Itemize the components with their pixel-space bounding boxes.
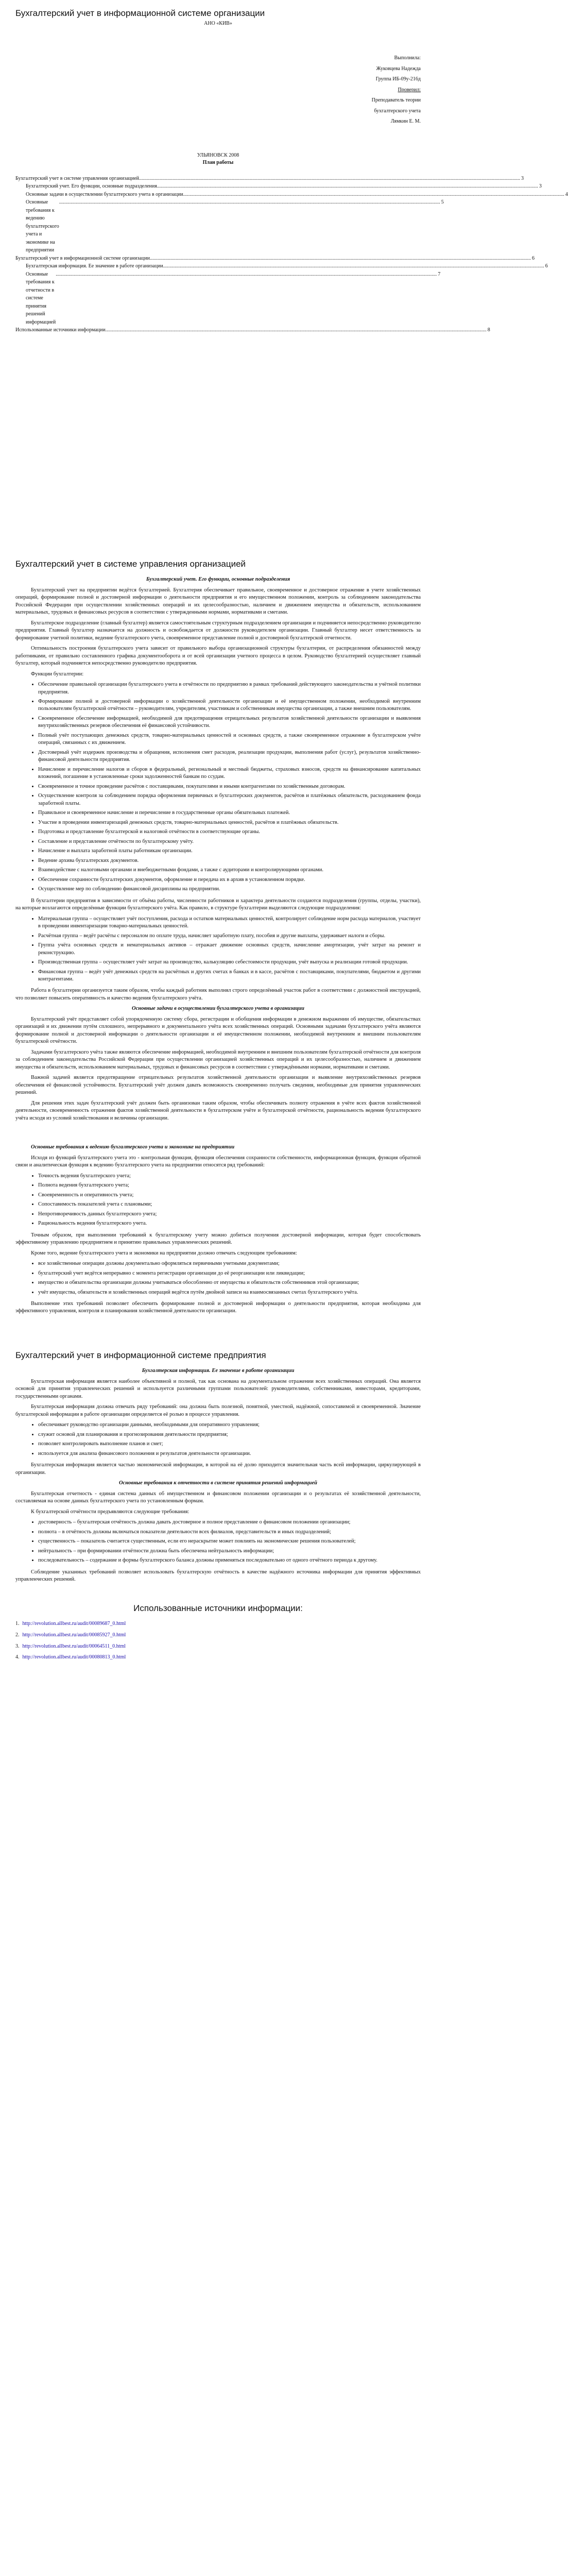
toc-entry-text: Основные требования к отчетности в системе принятия решений информацией [26, 271, 56, 325]
list-item: • Группа учёта основных средств и нематериальных активов – отражает движение основных средств, начисление амортизации, учёт затрат на ремонт и реконструкцию. [38, 942, 421, 957]
paragraph: Бухгалтерская информация должна отвечать ряду требований: она должна быть полезной, понятной, уместной, надёжной, сопоставимой и своевременной. Значение бухгалтерской информации в работе организации определяется её ролью в процессе управления. [15, 1404, 421, 1417]
source-link[interactable]: http://revolution.allbest.ru/audit/00064511_0.html [22, 1643, 126, 1649]
toc-entry-page: 7 [438, 271, 441, 277]
source-link[interactable]: http://revolution.allbest.ru/audit/00085927_0.html [22, 1632, 126, 1638]
toc-entry-text: Использованные источники информации [15, 327, 106, 333]
subsection-title: Основные требования к отчетности в системе принятия решений информацией [118, 1480, 318, 1486]
toc-entry-page: 8 [487, 327, 490, 333]
bullet-list [15, 1519, 421, 1564]
toc-entry-text: Основные задачи в осуществлении бухгалтерского учета в организации [26, 191, 183, 197]
list-item: • Ведение архива бухгалтерских документов. [38, 857, 421, 865]
subsection-title: Бухгалтерский учет. Его функции, основные подразделения [146, 577, 290, 583]
toc-entry[interactable] [15, 175, 524, 183]
list-item: • последовательность – содержание и формы бухгалтерского баланса должны применяться последовательно от одного отчётного периода к другому. [38, 1557, 421, 1564]
list-item: • позволяет контролировать выполнение планов и смет; [38, 1440, 421, 1448]
list-item: • Подготовка и представление бухгалтерской и налоговой отчётности в соответствующие органы. [38, 828, 421, 836]
table-of-contents [15, 175, 568, 334]
list-item: • Взаимодействие с налоговыми органами и внебюджетными фондами, а также с аудиторами и контролирующими органами. [38, 867, 421, 874]
list-item: • Производственная группа – осуществляет учёт затрат на производство, калькуляцию себестоимости продукции, учёт выпуска и реализации готовой продукции. [38, 959, 421, 966]
list-item: • используется для анализа финансового положения и результатов деятельности организации. [38, 1450, 421, 1458]
paragraph: В бухгалтерии предприятия в зависимости от объёма работы, численности работников и характера деятельности создаются подразделения (группы, отделы, участки), на которые возлагаются определённые функции бухгалтерского учёта. Как правило, в структуре бухгалтерии выделяются следующие подразделения: [15, 897, 421, 911]
list-item: • Непротиворечивость данных бухгалтерского учета; [38, 1211, 421, 1218]
title-block-line: Проверил: [398, 87, 421, 93]
list-item: • Финансовая группа – ведёт учёт денежных средств на расчётных и других счетах в банках и в кассе, расчётов с поставщиками, покупателями, бюджетом и другими контрагентами. [38, 969, 421, 984]
paragraph: Бухгалтерская информация является наиболее объективной и полной, так как основана на документальном отражении всех хозяйственных операций. Она является основой для принятия управленческих решений и используется различными группами пользователей: руководителями, собственниками, инвесторами, кредиторами, государственными органами. [15, 1378, 421, 1399]
paragraph: Бухгалтерское подразделение (главный бухгалтер) является самостоятельным структурным подразделением организации и подчиняется непосредственно руководителю предприятия. Главный бухгалтер назначается на должность и освобождается от должности руководителем организации. Главный бухгалтер несет ответственность за формирование учетной политики, ведение бухгалтерского учета, своевременное представление полной и достоверной бухгалтерской отчетности. [15, 620, 421, 641]
paragraph: Исходя из функций бухгалтерского учета это - контрольная функция, функция обеспечения сохранности собственности, информационная функция, функция обратной связи и аналитическая функция к ведению бухгалтерского учета на предприятии относятся ряд требований: [15, 1155, 421, 1168]
source-item: 2. http://revolution.allbest.ru/audit/00085927_0.html [15, 1632, 126, 1638]
list-item: • Осуществление мер по соблюдению финансовой дисциплины на предприятии. [38, 886, 421, 893]
section-title: Бухгалтерский учет в системе управления организацией [15, 558, 246, 569]
list-item: • все хозяйственные операции должны документально оформляться первичными учетными документами; [38, 1260, 421, 1267]
list-item: • Точность ведения бухгалтерского учета; [38, 1173, 421, 1180]
plan-heading: План работы [202, 159, 234, 165]
list-item: • Составление и представление отчётности по бухгалтерскому учёту. [38, 838, 421, 845]
toc-entry-page: 3 [539, 183, 542, 190]
list-item: • достоверность – бухгалтерская отчётность должна давать достоверное и полное представление о финансовом положении организации; [38, 1519, 421, 1526]
title-block-line: Жуковцева Надежда [376, 65, 421, 72]
toc-entry-page: 4 [565, 191, 568, 197]
toc-entry[interactable] [15, 270, 441, 327]
source-link[interactable]: http://revolution.allbest.ru/audit/00080813_0.html [22, 1654, 126, 1660]
toc-entry-text: Бухгалтерский учет в системе управления организацией [15, 175, 140, 181]
toc-entry-text: Бухгалтерский учет в информационной системе организации [15, 255, 150, 261]
bullet-list [15, 916, 421, 984]
list-item: • Рациональность ведения бухгалтерского учета. [38, 1220, 421, 1227]
paragraph: Кроме того, ведение бухгалтерского учета и экономики на предприятии должно отвечать следующим требованиям: [31, 1250, 297, 1256]
list-item: • Правильное и своевременное начисление и перечисление в государственные органы обязательных платежей. [38, 809, 421, 817]
title-block [15, 53, 421, 127]
list-item: • Обеспечение правильной организации бухгалтерского учета в отчётности по предприятию в рамках требований действующего законодательства и учётной политики предприятия. [38, 681, 421, 696]
list-item: • Материальная группа – осуществляет учёт поступления, расхода и остатков материальных ценностей, контролирует соблюдение норм расхода материалов, участвует в проведении инвентаризации товарно-материальных ценностей. [38, 916, 421, 930]
title-block-line: Выполнила: [394, 55, 421, 61]
paragraph: Бухгалтерский учет на предприятии ведётся бухгалтерией. Бухгалтерия обеспечивает правильное, своевременное и достоверное отражение в учете хозяйственных операций, формирование полной и достоверной информации о деятельности предприятия и его имущественном положении, контроль за соблюдением законодательства Российской Федерации при осуществлении хозяйственных операций и их целесообразностью, наличием и движением имущества и обязательств, использованием материальных, трудовых и финансовых ресурсов в соответствии с утвержденными нормами, нормативами и сметами. [15, 587, 421, 616]
list-item: • Расчётная группа – ведёт расчёты с персоналом по оплате труда, начисляет заработную плату, пособия и другие выплаты, удерживает налоги и сборы. [38, 933, 421, 940]
sources-title: Использованные источники информации: [133, 1603, 303, 1613]
paragraph: Соблюдение указанных требований позволяет использовать бухгалтерскую отчётность в качестве надёжного источника информации для принятия эффективных управленческих решений. [15, 1569, 421, 1583]
paragraph: Выполнение этих требований позволяет обеспечить формирование полной и достоверной информации о деятельности предприятия, которая необходима для эффективного управления, контроля и планирования хозяйственной деятельности организации. [15, 1300, 421, 1314]
toc-entry[interactable] [15, 182, 542, 191]
list-item: • учёт имущества, обязательств и хозяйственных операций ведётся путём двойной записи на взаимосвязанных счетах бухгалтерского учёта. [38, 1289, 421, 1296]
list-item: • Начисление и перечисление налогов и сборов в федеральный, региональный и местный бюджеты, страховых взносов, средств на финансирование капитальных вложений, погашение в установленные сроки задолженностей банкам по ссудам. [38, 766, 421, 781]
paragraph: Для решения этих задач бухгалтерский учёт должен быть организован таким образом, чтобы обеспечивать полноту отражения в учёте всех фактов хозяйственной деятельности, своевременность отражения фактов хозяйственной деятельности в бухгалтерском учёте и бухгалтерской отчётности, рациональность ведения бухгалтерского учёта исходя из условий хозяйствования и величины организации. [15, 1100, 421, 1121]
bullet-list [15, 1421, 421, 1458]
paragraph: Точным образом, при выполнении требований к бухгалтерскому учету можно добиться получения достоверной информации, которая будет способствовать эффективному управлению предприятием и принятию правильных управленческих решений. [15, 1232, 421, 1246]
list-item: • имущество и обязательства организации должны учитываться обособленно от имущества и обязательств собственников этой организации; [38, 1279, 421, 1286]
toc-entry[interactable] [15, 198, 444, 255]
paragraph: Важной задачей является предотвращение отрицательных результатов хозяйственной деятельности организации и выявление внутрихозяйственных резервов обеспечения её финансовой устойчивости. Бухгалтерский учёт должен давать возможность своевременно получать сведения, необходимые для принятия управленческих решений. [15, 1075, 421, 1096]
list-item: • Своевременное обеспечение информацией, необходимой для предотвращения отрицательных результатов хозяйственной деятельности организации и выявления внутрихозяйственных резервов обеспечения её финансовой устойчивости. [38, 715, 421, 730]
list-item: • Полнота ведения бухгалтерского учета; [38, 1182, 421, 1189]
list-item: • Участие в проведении инвентаризаций денежных средств, товарно-материальных ценностей, расчётов и платёжных обязательств. [38, 819, 421, 826]
subsection-title: Бухгалтерская информация. Ее значение в работе организации [142, 1368, 295, 1374]
toc-entry[interactable] [15, 326, 490, 334]
source-link[interactable]: http://revolution.allbest.ru/audit/00089687_0.html [22, 1621, 126, 1626]
title-block-line: Лямкин Е. М. [390, 118, 421, 125]
list-item: • Обеспечение сохранности бухгалтерских документов, оформление и передача их в архив в установленном порядке. [38, 876, 421, 884]
paragraph: Бухгалтерская информация является частью экономической информации, в которой на её долю приходится значительная часть всей информации, циркулирующей в организации. [15, 1462, 421, 1476]
title-block-line: бухгалтерского учета [374, 108, 421, 114]
toc-entry-text: Основные требования к ведению бухгалтерского учета и экономике на предприятии [26, 199, 59, 253]
paragraph: Задачами бухгалтерского учёта также являются обеспечение информацией, необходимой внутренним и внешним пользователям бухгалтерской отчётности для контроля за соблюдением законодательства Российской Федерации при осуществлении организацией хозяйственных операций и их целесообразностью, наличием и движением имущества и обязательств, использованием материальных, трудовых и финансовых ресурсов в соответствии с утверждёнными нормами, нормативами и сметами. [15, 1049, 421, 1070]
list-item: • Полный учёт поступающих денежных средств, товарно-материальных ценностей и основных средств, а также своевременное отражение в бухгалтерском учёте операций, связанных с их движением. [38, 732, 421, 747]
list-item: • полнота – в отчётность должны включаться показатели деятельности всех филиалов, представительств и иных подразделений; [38, 1529, 421, 1536]
toc-entry-page: 5 [441, 199, 444, 206]
section-title: Бухгалтерский учет в информационной системе предприятия [15, 1350, 266, 1360]
list-item: • Своевременность и оперативность учета; [38, 1192, 421, 1199]
document-organization: АНО «КИВ» [204, 21, 232, 27]
toc-entry[interactable] [15, 262, 548, 270]
bullet-list [15, 1260, 421, 1296]
list-item: • существенность – показатель считается существенным, если его нераскрытие может повлиять на экономические решения пользователей; [38, 1538, 421, 1545]
list-item: • Сопоставимость показателей учета с плановыми; [38, 1201, 421, 1208]
toc-entry-page: 6 [531, 255, 535, 261]
source-item: 3. http://revolution.allbest.ru/audit/00064511_0.html [15, 1643, 126, 1649]
list-item: • Достоверный учёт издержек производства и обращения, исполнения смет расходов, реализации продукции, выполнения работ (услуг), результатов хозяйственно-финансовой деятельности предприятия. [38, 749, 421, 764]
toc-entry[interactable] [15, 191, 568, 199]
bullet-list [15, 681, 421, 893]
toc-entry-page: 6 [545, 263, 548, 269]
bullet-list [15, 1173, 421, 1228]
list-item: • служит основой для планирования и прогнозирования деятельности предприятия; [38, 1431, 421, 1438]
subsection-title: Основные задачи в осуществлении бухгалтерского учета в организации [132, 1006, 304, 1012]
list-item: • нейтральность – при формировании отчётности должна быть обеспечена нейтральность информации; [38, 1548, 421, 1555]
plan-place: УЛЬЯНОВСК 2008 [197, 152, 239, 158]
source-item: 1. http://revolution.allbest.ru/audit/00089687_0.html [15, 1621, 126, 1626]
sources-list [15, 1620, 421, 1661]
plan-header [15, 152, 421, 166]
document-title: Бухгалтерский учет в информационной системе организации [15, 8, 265, 18]
paragraph: К бухгалтерской отчётности предъявляются следующие требования: [31, 1509, 190, 1515]
paragraph: Бухгалтерский учёт представляет собой упорядоченную систему сбора, регистрации и обобщения информации в денежном выражении об имуществе, обязательствах организаций и их движении путём сплошного, непрерывного и документального учёта всех хозяйственных операций. Основными задачами бухгалтерского учёта являются формирование полной и достоверной информации о деятельности организации и её имущественном положении, необходимой внутренним и внешним пользователям бухгалтерской отчётности. [15, 1016, 421, 1045]
paragraph: Оптимальность построения бухгалтерского учета зависит от правильного выбора организационной структуры бухгалтерии, от распределения обязанностей между работниками, от правильно составленного графика документооборота и от всей организации учетного процесса в целом. Руководство бухгалтерией осуществляет главный бухгалтер, который подчиняется непосредственно руководителю предприятия. [15, 646, 421, 667]
title-block-line: Группа ИБ-09у-216д [375, 76, 421, 82]
toc-entry[interactable] [15, 255, 535, 263]
title-block-line: Преподаватель теории [371, 97, 421, 104]
list-item: • Начисление и выплата заработной платы работникам организации. [38, 848, 421, 855]
toc-entry-page: 3 [521, 175, 524, 181]
paragraph: Функции бухгалтерии: [31, 671, 84, 677]
paragraph: Работа в бухгалтерии организуется таким образом, чтобы каждый работник выполнял строго определённый участок работ в соответствии с должностной инструкцией, что позволяет повысить оперативность и качество ведения бухгалтерского учёта. [15, 988, 421, 1001]
subsection-title: Основные требования к ведению бухгалтерского учета и экономике на предприятии [31, 1144, 235, 1150]
list-item: • Осуществление контроля за соблюдением порядка оформления первичных и бухгалтерских документов, расчётов и платёжных обязательств, расходованием фонда заработной платы. [38, 792, 421, 807]
source-item: 4. http://revolution.allbest.ru/audit/00080813_0.html [15, 1654, 126, 1660]
list-item: • Своевременное и точное проведение расчётов с поставщиками, покупателями и иными контрагентами по хозяйственным договорам. [38, 783, 421, 790]
list-item: • бухгалтерский учет ведётся непрерывно с момента регистрации организации до её реорганизации или ликвидации; [38, 1270, 421, 1277]
toc-entry-text: Бухгалтерский учет. Его функции, основные подразделения [26, 183, 157, 190]
list-item: • обеспечивает руководство организации данными, необходимыми для оперативного управления; [38, 1421, 421, 1429]
list-item: • Формирование полной и достоверной информации о хозяйственной деятельности организации и её имущественном положении, необходимой внутренним пользователям бухгалтерской отчётности – руководителям, учредителям, участникам и собственникам имущества организации, а также внешним пользователям. [38, 698, 421, 713]
toc-entry-text: Бухгалтерская информация. Ее значение в работе организации [26, 263, 163, 269]
paragraph: Бухгалтерская отчетность - единая система данных об имущественном и финансовом положении организации и о результатах её хозяйственной деятельности, составляемая на основе данных бухгалтерского учета по установленным формам. [15, 1490, 421, 1504]
